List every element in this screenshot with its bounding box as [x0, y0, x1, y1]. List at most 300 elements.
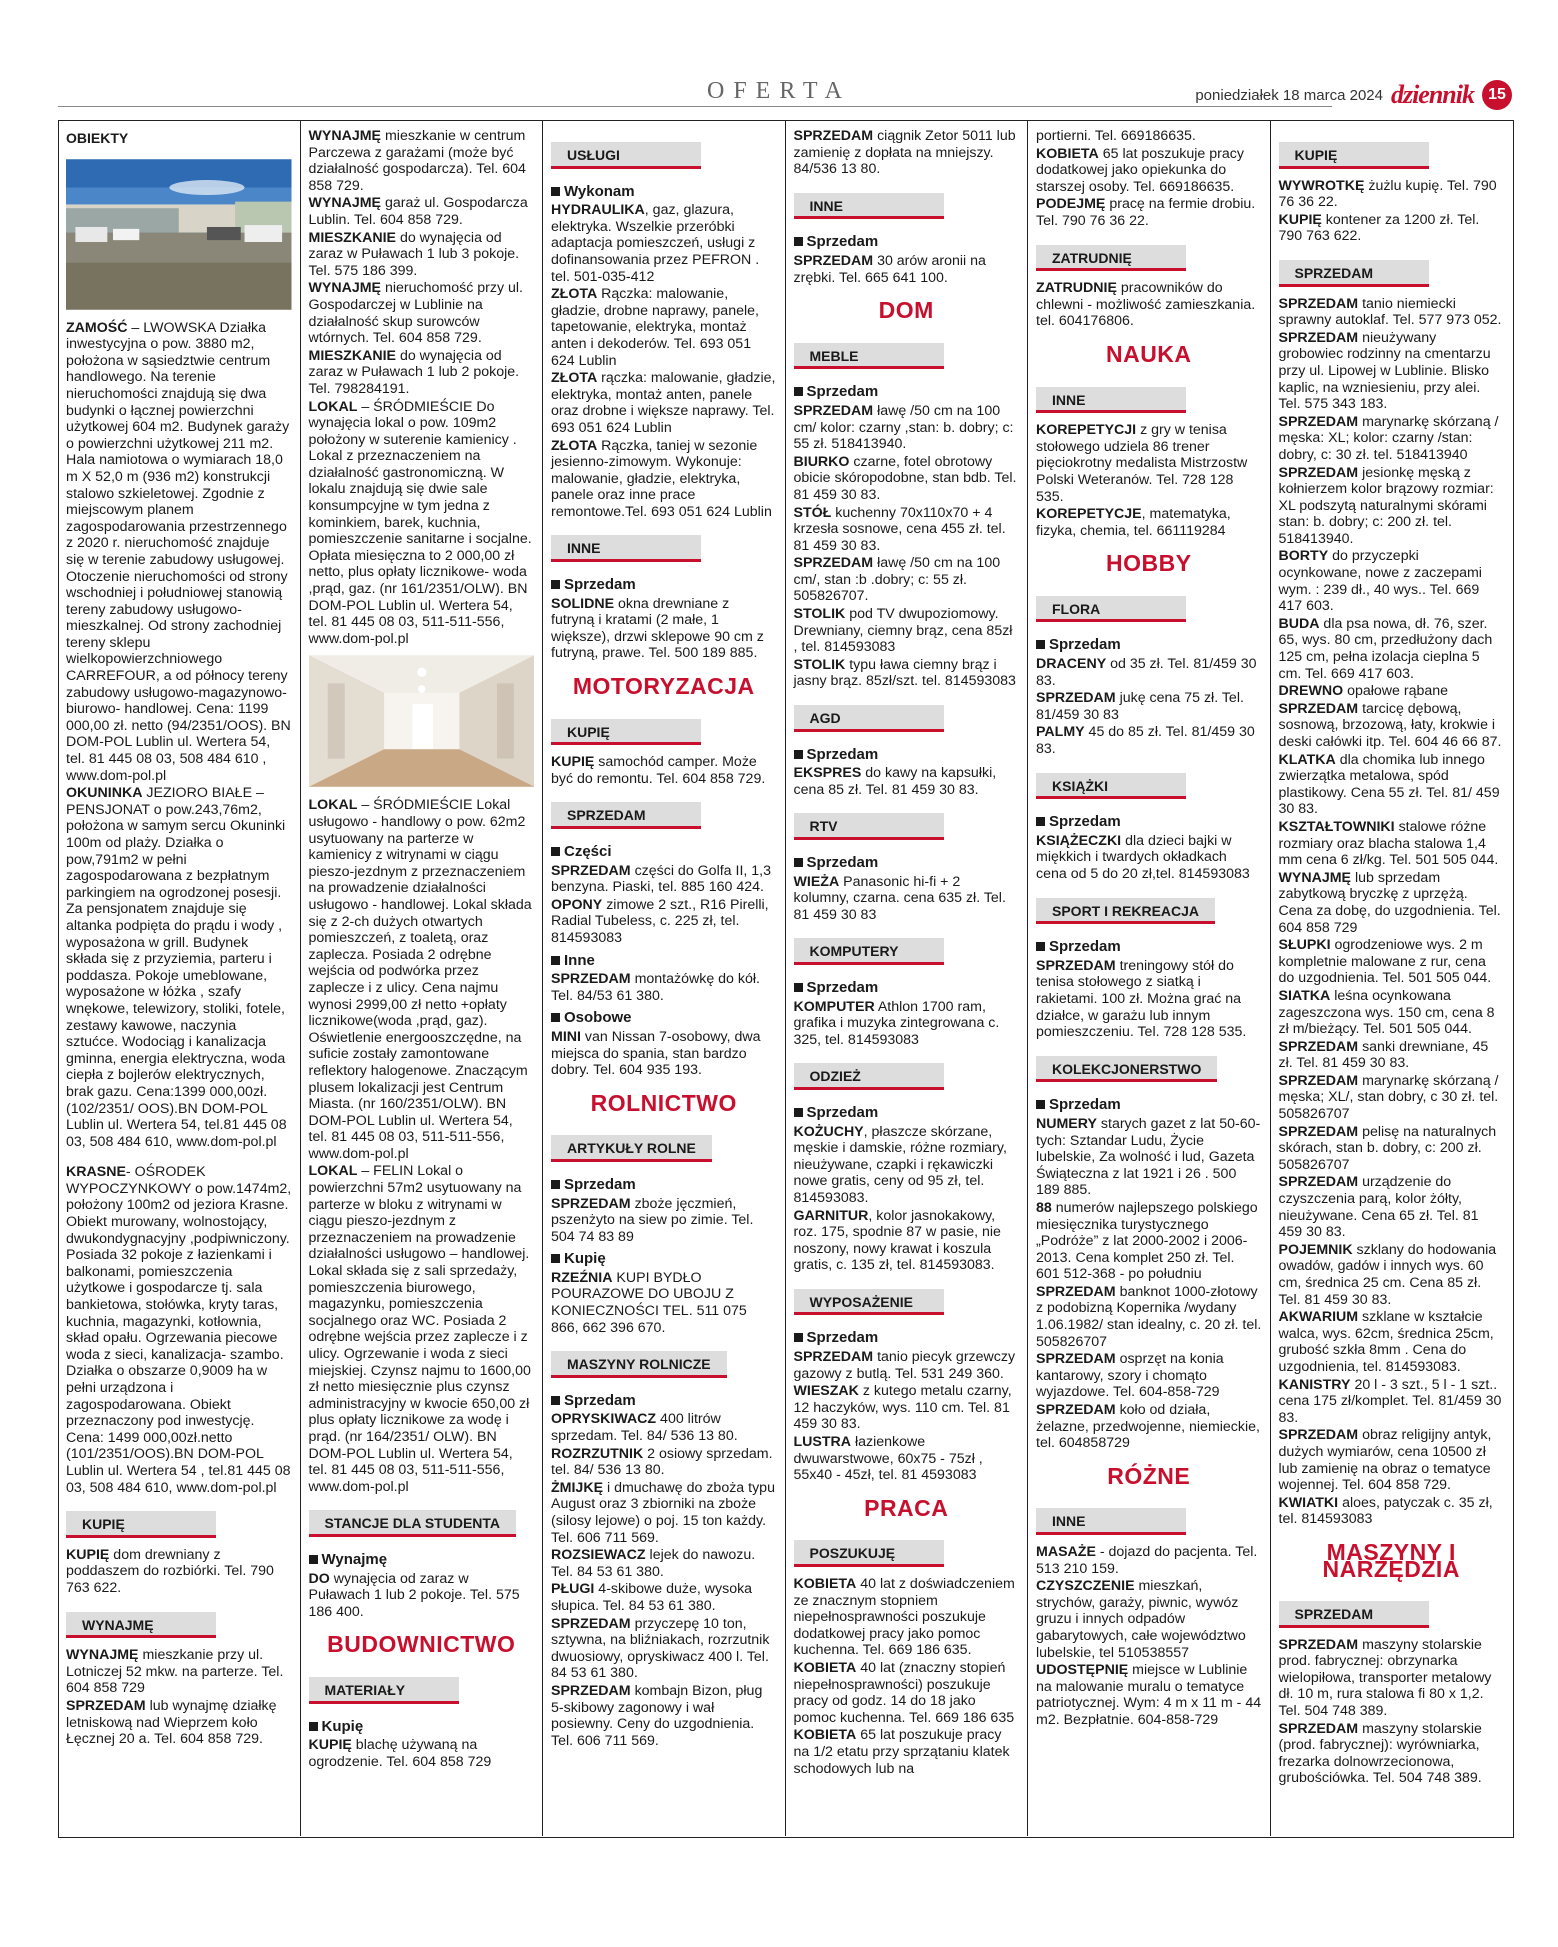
ad-keyword: KOŻUCHY [793, 1123, 864, 1140]
ad-text: do wynajęcia od zaraz w Puławach 1 lub 2 pokoje. Tel. 798284191. [308, 347, 520, 397]
classified-ad [1279, 1039, 1505, 1072]
classified-ad [1279, 937, 1505, 987]
classified-ad [1279, 1637, 1505, 1720]
ad-keyword: ZŁOTA [551, 286, 598, 303]
corridor-photo [309, 651, 535, 791]
ad-keyword: LOKAL [308, 797, 358, 814]
ad-text: lub sprzedam zabytkową bryczkę z uprzężą. Cena za dobę, do uzgodnienia. Tel. 604 858 729 [1278, 869, 1501, 936]
ad-text: 2 osiowy sprzedam. tel. 84/ 536 13 80. [551, 1445, 773, 1479]
ad-keyword: SPRZEDAM [551, 862, 631, 879]
classified-ad [66, 1647, 292, 1697]
square-bullet-icon [1036, 942, 1045, 951]
ad-text: jesionkę męską z kołnierzem kolor brązowy rozmiar: XL podszytą naturalnymi skórami stan: b. dobry; c: 200 zł. tel. 518413940. [1278, 464, 1494, 547]
ad-keyword: ROZRZUTNIK [551, 1445, 644, 1462]
square-bullet-icon [551, 580, 560, 589]
ad-keyword: KWIATKI [1278, 1494, 1339, 1511]
ad-text: garaż ul. Gospodarcza Lublin. Tel. 604 858 729. [308, 195, 528, 228]
subsection-label: Sprzedam [1049, 938, 1121, 956]
classified-ad [309, 1737, 535, 1770]
subsection-heading [794, 1105, 1020, 1122]
ad-text: i dmuchawę do zboża typu August oraz 3 zbiorniki na zboże (silosy lejowe) o poj. 15 ton każdy. Tel. 606 711 569. [551, 1479, 775, 1546]
ad-keyword: SPRZEDAM [793, 555, 874, 572]
category-heading: PRACA [864, 1494, 949, 1521]
ad-keyword: SPRZEDAM [1278, 1636, 1359, 1653]
square-bullet-icon [794, 750, 803, 759]
ad-text: szklany do hodowania owadów, gadów i innych wys. 60 cm, średnica 25 cm. Cena 85 zł. Tel. 81 459 30 83. [1278, 1241, 1497, 1308]
subsection-label: Wynajmę [321, 1550, 388, 1568]
ad-keyword: PŁUGI [551, 1581, 595, 1598]
ad-text: do wynajęcia od zaraz w Puławach 1 lub 3 pokoje. Tel. 575 186 399. [308, 229, 520, 279]
category-heading: RÓŻNE [1107, 1462, 1191, 1489]
subsection-heading [794, 980, 1020, 997]
ad-text: 40 lat z doświadczeniem ze znacznym stopniem niepełnosprawności poszukuje dodatkowej pracy jako pomoc kuchenna. Tel. 669 186 635. [793, 1576, 1015, 1659]
ad-text: od 35 zł. Tel. 81/459 30 83. [1036, 656, 1257, 689]
subsection-heading [794, 747, 1020, 764]
classified-ad [794, 1727, 1020, 1777]
classified-ad [1279, 1427, 1505, 1493]
ad-text: 30 arów aronii na zrębki. Tel. 665 641 100. [793, 252, 986, 286]
ad-keyword: RZEŹNIA [551, 1269, 613, 1286]
column-5 [1027, 120, 1270, 1836]
classified-ad [551, 1683, 777, 1749]
classified-ad [794, 1660, 1020, 1726]
ad-text: 4-skibowe duże, wysoka słupica. Tel. 84 53 61 380. [551, 1581, 753, 1614]
ad-text: pracowników do chlewni - możliwość zamieszkania. tel. 604176806. [1036, 280, 1256, 330]
square-bullet-icon [794, 1108, 803, 1117]
ad-keyword: KUPIĘ [308, 1737, 352, 1754]
parking-photo [66, 157, 292, 312]
square-bullet-icon [551, 1180, 560, 1189]
classified-ad [1279, 296, 1505, 329]
ad-keyword: ZŁOTA [551, 370, 598, 387]
ad-text: szklane w kształcie walca, wys. 62cm, średnica 25cm, grubość szkła 8mm . Cena do uzgodnienia, tel. 814593083. [1278, 1309, 1494, 1375]
ad-keyword: WYNAJMĘ [308, 195, 382, 212]
section-tab: WYNAJMĘ [66, 1612, 216, 1639]
ad-text: 65 lat poszukuje pracy dodatkowej jako opiekunka do starszej osoby. Tel. 669186635. [1036, 145, 1244, 195]
ad-keyword: SPRZEDAM [793, 252, 874, 269]
ad-text: samochód camper. Może być do remontu. Tel. 604 858 729. [551, 754, 766, 787]
ad-keyword: WYNAJMĘ [308, 128, 382, 144]
classified-ad [1279, 465, 1505, 548]
classified-ad [1036, 1116, 1262, 1199]
classified-ad [1279, 414, 1505, 464]
ad-keyword: DREWNO [1278, 683, 1344, 700]
ad-keyword: STOLIK [793, 606, 846, 623]
classified-ad [1036, 1662, 1262, 1728]
classified-ad [1036, 833, 1262, 883]
section-tab: MATERIAŁY [309, 1677, 459, 1704]
ad-text: części do Golfa II, 1,3 benzyna. Piaski, tel. 885 160 424. [551, 862, 771, 896]
ad-keyword: LOKAL [308, 1163, 358, 1180]
classified-ad [794, 1208, 1020, 1274]
column-4 [785, 120, 1028, 1836]
ad-text: , kolor jasnokakowy, roz. 175, spodnie 87 w pasie, nie noszony, nowy krawat i koszula gratis, c. 135 zł, tel. 814593083. [793, 1207, 1001, 1274]
ad-text: aloes, patyczak c. 35 zł, tel. 814593083 [1278, 1494, 1493, 1528]
classified-ad [1279, 1174, 1505, 1240]
subsection-label: Wykonam [564, 182, 635, 200]
subsection-label: Sprzedam [1049, 813, 1121, 831]
category-heading: ROLNICTWO [590, 1089, 737, 1116]
square-bullet-icon [309, 1555, 318, 1564]
classified-ad [551, 1196, 777, 1246]
ad-text: do przyczepki ocynkowane, nowe z zaczepami wym. : 239 dł., 40 wys.. Tel. 669 417 603. [1278, 548, 1482, 615]
subsection-label: Sprzedam [806, 383, 879, 401]
subsection-heading [1036, 814, 1262, 831]
classified-ad [551, 863, 777, 896]
ad-text: dla psa nowa, dł. 76, szer. 65, wys. 80 cm, przedłużony dach 125 cm, pełna izolacja cieplna 5 cm. Tel. 669 417 603. [1278, 615, 1493, 682]
ad-text: jukę cena 75 zł. Tel. 81/459 30 83 [1036, 690, 1244, 723]
classified-ad [1279, 683, 1505, 700]
column-3 [542, 120, 785, 1836]
classified-ad [309, 230, 535, 280]
ad-keyword: DO [308, 1570, 330, 1587]
ad-text: ławę /50 cm na 100 cm/ kolor: czarny ,stan: b. dobry; c: 55 zł. 518413940. [793, 402, 1014, 453]
ad-text: kontener za 1200 zł. Tel. 790 763 622. [1278, 211, 1480, 245]
classified-ad [1036, 196, 1262, 229]
section-tab: STANCJE DLA STUDENTA [309, 1510, 517, 1537]
ad-text: pod TV dwupoziomowy. Drewniany, ciemny brąz, cena 85zł , tel. 814593083 [793, 606, 1013, 656]
ad-keyword: SPRZEDAM [1036, 957, 1116, 974]
subsection-label: Sprzedam [564, 1175, 636, 1193]
ad-text: maszyny stolarskie prod. fabrycznej: obrzynarka wielopiłowa, transporter metalowy dł. 10 m, rura stalowa fi 80 x 1,2. Tel. 504 748 389. [1278, 1636, 1492, 1720]
ad-keyword: BORTY [1278, 548, 1329, 565]
ad-text: typu ława ciemny brąz i jasny brąz. 85zł/szt. tel. 814593083 [793, 656, 1016, 690]
square-bullet-icon [551, 1396, 560, 1405]
classified-ad [551, 202, 777, 285]
section-tab: USŁUGI [551, 142, 701, 169]
classified-ad [1036, 422, 1262, 505]
classified-ad [794, 657, 1020, 690]
classified-ad [309, 797, 535, 1162]
subsection-heading [309, 1552, 535, 1569]
subsection-heading [794, 855, 1020, 872]
ad-text: rączka: malowanie, gładzie, elektryka, montaż anten, panele oraz drobne i większe naprawy. Tel. 693 051 624 Lublin [551, 370, 776, 436]
classified-ad [66, 1164, 292, 1496]
subsection-heading [551, 1177, 777, 1194]
ad-text: ogrodzeniowe wys. 2 m kompletnie malowane z rur, cena do uzgodnienia. Tel. 501 505 044. [1278, 937, 1492, 987]
ad-keyword: SPRZEDAM [1278, 295, 1359, 312]
ad-keyword: SPRZEDAM [1036, 690, 1116, 707]
classified-ad [551, 438, 777, 521]
ad-keyword: KOREPETYCJI [1036, 422, 1137, 439]
section-tab: SPORT I REKREACJA [1036, 898, 1215, 925]
ad-text: dla chomika lub innego zwierzątka metalowa, spód plastikowy. Cena 55 zł. Tel. 81/ 459 30 83. [1278, 751, 1500, 818]
ad-text: banknot 1000-złotowy z podobizną Kopernika /wydany 1.06.1982/ stan idealny, c. 20 zł. tel. 505826707 [1036, 1283, 1262, 1350]
ad-text: , płaszcze skórzane, męskie i damskie, różne rozmiary, nieużywane, czapki i rękawiczki nowe gratis, ceny od 95 zł, tel. 814593083. [793, 1123, 1007, 1206]
classified-ad [1279, 701, 1505, 751]
ad-keyword: KOBIETA [793, 1727, 857, 1744]
ad-text: montażówkę do kół. Tel. 84/53 61 380. [551, 971, 760, 1004]
subsection-heading [1036, 1097, 1262, 1114]
classified-ad [309, 1571, 535, 1621]
subsection-heading [551, 1010, 777, 1027]
classified-ad [1036, 1578, 1262, 1661]
square-bullet-icon [1036, 1100, 1045, 1109]
ad-keyword: SPRZEDAM [1278, 1072, 1359, 1089]
ad-text: - OŚRODEK WYPOCZYNKOWY o pow.1474m2, położony 100m2 od jeziora Krasne. Obiekt murowany, wolnostojący, dwukondygnacyjny ,podpiwniczony. Posiada 32 pokoje z łazienkami i balkonami, pomieszczenia użytkowe i gospodarcze tj. sala bankietowa, stołówka, kryty taras, kuchnia, magazynki, kotłownia, skład opału. Ogrzewania piecowe woda z sieci, kanalizacja- szambo. Działka o obszarze 0,9009 ha w pełni urządzona i zagospodarowana. Obiekt przeznaczony pod inwestycję. Cena: 1499 000,00zł.netto (101/2351/OOS).BN DOM-POL Lublin ul. Wertera 54 , tel.81 445 08 03, 508 484 610, www.dom-pol.pl [66, 1164, 292, 1496]
ad-text: lejek do nawozu. Tel. 84 53 61 380. [551, 1547, 756, 1580]
ad-text: 400 litrów sprzedam. Tel. 84/ 536 13 80. [551, 1411, 738, 1445]
column-6 [1270, 120, 1513, 1836]
ad-keyword: MIESZKANIE [308, 347, 396, 364]
classified-ad [1279, 819, 1505, 869]
ad-text: treningowy stół do tenisa stołowego z siatką i rakietami. 100 zł. Można grać na działce, w garażu lub innym pomieszczeniu. Tel. 728 128 535. [1036, 957, 1247, 1041]
section-tab: POSZUKUJĘ [794, 1540, 944, 1567]
subsection-heading [794, 1330, 1020, 1347]
classified-ad [551, 1446, 777, 1479]
ad-keyword: SPRZEDAM [551, 971, 631, 988]
ad-text: dom drewniany z poddaszem do rozbiórki. Tel. 790 763 622. [66, 1546, 274, 1596]
ad-keyword: ZAMOŚĆ [66, 319, 128, 336]
subsection-label: Sprzedam [806, 1103, 879, 1121]
ad-text: leśna ocynkowana zageszczona wys. 150 cm, cena 8 zł m/bieżący. Tel. 501 505 044. [1278, 987, 1495, 1038]
ad-text: koło od działa, żelazne, przedwojenne, niemieckie, tel. 604858729 [1036, 1402, 1260, 1452]
category-heading: NAUKA [1105, 340, 1192, 367]
category-heading: BUDOWNICTWO [327, 1631, 516, 1658]
ad-keyword: SPRZEDAM [1036, 1351, 1116, 1368]
square-bullet-icon [794, 1333, 803, 1342]
classified-ad [66, 785, 292, 1150]
classified-ad [551, 971, 777, 1004]
ad-text: do kawy na kapsułki, cena 85 zł. Tel. 81 459 30 83. [793, 765, 997, 798]
classified-ad [794, 505, 1020, 555]
section-tab: ZATRUDNIĘ [1036, 245, 1186, 272]
classified-ad [1036, 958, 1262, 1041]
ad-keyword: LUSTRA [793, 1434, 852, 1451]
category-heading: MOTORYZACJA [572, 673, 755, 700]
square-bullet-icon [551, 1013, 560, 1022]
ad-text: obraz religijny antyk, dużych wymiarów, cena 10500 zł lub zamienię na obraz o tematyce wojennej. Tel. 604 858 729. [1278, 1427, 1492, 1494]
ad-keyword: DRACENY [1036, 656, 1107, 673]
classified-ad [551, 1616, 777, 1682]
classified-ad [794, 1383, 1020, 1433]
classified-ad [309, 128, 535, 194]
ad-keyword: HYDRAULIKA [551, 202, 645, 219]
ad-text: mieszkanie w centrum Parczewa z garażami (może być działalność gospodarcza). Tel. 604 858 729. [308, 128, 526, 194]
ad-keyword: CZYSZCZENIE [1036, 1578, 1135, 1595]
ad-text: – ŚRÓDMIEŚCIE Do wynajęcia lokal o pow. 109m2 położony w suterenie kamienicy . Lokal z przeznaczeniem na działalność gastronomiczną. W lokalu znajdują się dwie sale konsumpcyjne w tym jedna z kominkiem, barek, kuchnia, pomieszczenie sanitarne i socjalne. Opłata miesięczna to 2 000,00 zł netto, plus opłaty licznikowe- woda ,prąd, gaz. (nr 161/2351/OLW). BN DOM-POL Lublin ul. Wertera 54, tel. 81 445 08 03, 511-511-556, www.dom-pol.pl [308, 398, 532, 647]
subsection-heading [794, 234, 1020, 251]
ad-keyword: OPONY [551, 896, 603, 913]
ad-text: urządzenie do czyszczenia parą, kolor żółty, nieużywane. Cena 65 zł. Tel. 81 459 30 83. [1278, 1174, 1479, 1241]
ad-text: okna drewniane z futryną i kratami (2 małe, 1 większe), drzwi sklepowe 90 cm z futryną, prawe. Tel. 500 189 885. [551, 595, 764, 662]
classified-ad [1279, 752, 1505, 818]
section-tab: SPRZEDAM [551, 802, 701, 829]
section-tab: KOLEKCJONERSTWO [1036, 1056, 1217, 1083]
section-tab: MASZYNY ROLNICZE [551, 1351, 727, 1378]
classified-ad [1036, 724, 1262, 757]
classified-ad [66, 320, 292, 785]
section-tab: ODZIEŻ [794, 1063, 944, 1090]
ad-keyword: WYNAJMĘ [66, 1647, 139, 1664]
classified-ad [1036, 128, 1262, 145]
classified-ad [1036, 1284, 1262, 1350]
ad-keyword: SPRZEDAM [1278, 1123, 1359, 1140]
section-tab: MEBLE [794, 343, 944, 370]
classified-ad [551, 897, 777, 947]
dziennik-logo: dziennik [1390, 80, 1474, 109]
classified-ad [1279, 548, 1505, 614]
classified-ad [309, 348, 535, 398]
classified-ad [1279, 1242, 1505, 1308]
ad-keyword: SPRZEDAM [1278, 1427, 1359, 1444]
header-right [1195, 80, 1512, 110]
ad-keyword: WIEŻA [793, 873, 840, 890]
classified-ad [1279, 1495, 1505, 1528]
ad-text: marynarkę skórzaną / męska; XL/, stan dobry, c 30 zł. tel. 505826707 [1278, 1072, 1499, 1123]
ad-keyword: KSZTAŁTOWNIKI [1278, 818, 1395, 835]
ad-keyword: KUPIĘ [66, 1546, 110, 1563]
ad-text: stalowe różne rozmiary oraz blacha stalowa 1,4 mm cena 6 zł/kg. Tel. 501 505 044. [1278, 818, 1499, 869]
ad-keyword: AKWARIUM [1278, 1309, 1359, 1326]
ad-text: nieruchomość przy ul. Gospodarczej w Lublinie na działalność skup surowców wtórnych. Tel. 604 858 729. [308, 280, 523, 347]
classified-ad [66, 1547, 292, 1597]
ad-text: Rączka, taniej w sezonie jesienno-zimowym. Wykonuje: malowanie, gładzie, elektryka, panele oraz inne prace remontowe.Tel. 693 051 624 Lublin [551, 437, 772, 520]
classified-ad [309, 399, 535, 648]
ad-keyword: KOBIETA [793, 1659, 857, 1676]
ad-text: opałowe rąbane [1343, 683, 1449, 700]
classified-ad [1036, 656, 1262, 689]
ad-keyword: SPRZEDAM [1278, 1174, 1359, 1191]
ad-keyword: KANISTRY [1278, 1376, 1351, 1393]
page-number-badge: 15 [1482, 80, 1512, 110]
classified-ad [1036, 1200, 1262, 1283]
classified-ad [66, 1698, 292, 1748]
section-tab: INNE [794, 193, 944, 220]
ad-keyword: ZATRUDNIĘ [1036, 280, 1117, 297]
ad-keyword: PALMY [1036, 724, 1085, 741]
classified-ad [309, 195, 535, 228]
subsection-label: Sprzedam [1049, 636, 1121, 654]
ad-keyword: SPRZEDAM [551, 1682, 631, 1699]
ad-text: numerów najlepszego polskiego miesięcznika turystycznego „Podróże” z lat 2000-2002 i 2006-2013. Cena komplet 250 zł. Tel. 601 512-368 - po południu [1036, 1199, 1258, 1283]
classified-ad [1036, 280, 1262, 330]
ad-keyword: STOLIK [793, 656, 846, 673]
ad-keyword: PODEJMĘ [1036, 196, 1106, 213]
classified-ad [1279, 1309, 1505, 1375]
ad-keyword: EKSPRES [793, 765, 862, 782]
square-bullet-icon [309, 1722, 318, 1731]
classified-ad [1036, 1544, 1262, 1577]
classified-ad [794, 128, 1020, 178]
ad-text: żużlu kupię. Tel. 790 76 36 22. [1278, 177, 1497, 211]
ad-keyword: ŻMIJKĘ [551, 1479, 604, 1496]
ad-text: przyczepę 10 ton, sztywna, na bliźniakach, rozrzutnik dwuosiowy, opryskiwacz 400 l. Tel. 84 53 61 380. [551, 1615, 770, 1682]
ad-text: , matematyka, fizyka, chemia, tel. 661119284 [1036, 506, 1231, 539]
header-rule [58, 106, 1332, 107]
ad-keyword: SPRZEDAM [551, 1195, 631, 1212]
section-tab: KOMPUTERY [794, 938, 944, 965]
ad-keyword: SPRZEDAM [793, 1349, 874, 1366]
ad-keyword: MASAŻE [1036, 1544, 1096, 1560]
column-2 [300, 120, 543, 1836]
ad-text: miejsce w Lublinie na malowanie muralu o tematyce patriotycznej. Wym: 4 m x 11 m - 44 m2. Bezpłatnie. 604-858-729 [1036, 1662, 1262, 1728]
page-header [58, 78, 1512, 114]
section-tab: SPRZEDAM [1279, 260, 1429, 287]
category-heading: MASZYNY I NARZĘDZIA [1322, 1538, 1460, 1582]
subsection-label: Inne [564, 951, 595, 969]
subsection-label: Sprzedam [806, 1329, 879, 1347]
ad-keyword: KUPIĘ [1278, 211, 1322, 228]
ad-keyword: BUDA [1278, 615, 1320, 632]
classified-ad [1279, 988, 1505, 1038]
square-bullet-icon [551, 847, 560, 856]
ad-keyword: SPRZEDAM [66, 1697, 146, 1714]
ad-text: kombajn Bizon, pług 5-skibowy zagonowy i wał posiewny. Ceny do uzgodnienia. Tel. 606 711 569. [551, 1682, 763, 1749]
ad-text: tanio piecyk grzewczy gazowy z butlą. Tel. 531 249 360. [793, 1349, 1016, 1382]
section-tab: KUPIĘ [551, 719, 701, 746]
ad-keyword: KOBIETA [1036, 145, 1099, 162]
ad-keyword: SPRZEDAM [1278, 413, 1359, 430]
classified-ad [794, 1434, 1020, 1484]
classified-ad [1036, 506, 1262, 539]
classifieds-columns [58, 120, 1512, 1836]
ad-text: pelisę na naturalnych skórach, stan b. dobry, c: 200 zł. 505826707 [1278, 1123, 1497, 1173]
subsection-label: Kupię [564, 1250, 606, 1268]
classified-ad [1279, 1721, 1505, 1787]
classified-ad [794, 1124, 1020, 1207]
ad-text: marynarkę skórzaną / męska: XL; kolor: czarny /stan: dobry, c: 30 zł. tel. 518413940 [1278, 413, 1499, 463]
ad-keyword: SPRZEDAM [1278, 1038, 1359, 1055]
ad-text: JEZIORO BIAŁE – PENSJONAT o pow.243,76m2, położona w samym sercu Okuninki 100m od plaży. Działka o pow,791m2 w pełni zagospodarowana z bezpłatnym parkingiem na ogrodzonej posesji. Za pensjonatem znajduje się altanka podpięta do prądu i wody , wyposażona w grill. Budynek składa się z przyziemia, parteru i poddasza. Pokoje umeblowane, wyposażone w łóżka , szafy wnękowe, telewizory, stoliki, fotele, zestawy kawowe, naczynia sztućce. Wodociąg i kanalizacja gminna, energia elektryczna, woda ciepła z bojlerów elektrycznych, brak gazu. Cena:1399 000,00zł.(102/2351/ OOS).BN DOM-POL Lublin ul. Wertera 54, tel.81 445 08 03, 508 484 610, www.dom-pol.pl [66, 785, 287, 1150]
ad-keyword: SŁUPKI [1278, 937, 1331, 954]
subsection-heading [1036, 939, 1262, 956]
subsection-heading [551, 1393, 777, 1410]
ad-text: ciągnik Zetor 5011 lub zamienię z dopłata na mniejszy. 84/536 13 80. [793, 128, 1016, 178]
ad-text: – FELIN Lokal o powierzchni 57m2 usytuowany na parterze w bloku z witrynami w ciągu pieszo-jezdnym z przeznaczeniem na prowadzenie działalności usługowo – handlowej. Lokal składa się z sali sprzedaży, pomieszczenia biurowego, magazynku, pomieszczenia socjalnego oraz WC. Posiada 2 odrębne wejścia przez zaplecze i z ulicy. Ogrzewanie i woda z sieci miejskiej. Czynsz najmu to 1600,00 zł netto miesięcznie plus czynsz administracyjny w kwocie 650,00 zł plus opłaty licznikowe za wodę i prąd. (nr 164/2351/ OLW). BN DOM-POL Lublin ul. Wertera 54, tel. 81 445 08 03, 511-511-556, www.dom-pol.pl [308, 1163, 531, 1495]
section-tab: KUPIĘ [66, 1511, 216, 1538]
classified-ad [551, 1029, 777, 1079]
ad-keyword: SPRZEDAM [1036, 1283, 1116, 1300]
classified-ad [551, 370, 777, 436]
classified-ad [794, 999, 1020, 1049]
ad-text: Panasonic hi-fi + 2 kolumny, czarna. cena 635 zł. Tel. 81 459 30 83 [793, 873, 1006, 923]
classified-ad [1279, 178, 1505, 211]
classified-ad [551, 1480, 777, 1546]
ad-text: 65 lat poszukuje pracy na 1/2 etatu przy sprzątaniu klatek schodowych lub na [793, 1727, 1010, 1777]
classified-ad [551, 286, 777, 369]
ad-keyword: KSIĄŻECZKI [1036, 832, 1122, 849]
ad-text: blachę używaną na ogrodzenie. Tel. 604 858 729 [308, 1737, 492, 1770]
ad-keyword: NUMERY [1036, 1115, 1097, 1132]
column-1 [58, 120, 300, 1836]
classified-ad [1036, 146, 1262, 196]
ad-text: , gaz, glazura, elektryka. Wszelkie przeróbki adaptacja pomieszczeń, usługi z dofinansowania przez PEFRON . tel. 501-035-412 [551, 202, 760, 285]
ad-text: portierni. Tel. 669186635. [1036, 128, 1196, 144]
ad-text: lub wynajmę działkę letniskową nad Wieprzem koło Łęcznej 20 a. Tel. 604 858 729. [66, 1697, 277, 1748]
ad-keyword: SPRZEDAM [793, 402, 874, 419]
ad-text: zboże jęczmień, pszenżyto na siew po zimie. Tel. 504 74 83 89 [551, 1195, 754, 1245]
classified-ad [1279, 1124, 1505, 1174]
section-tab: INNE [551, 535, 701, 562]
classified-ad [794, 555, 1020, 605]
classified-ad [794, 1576, 1020, 1659]
ad-keyword: 88 [1036, 1199, 1052, 1216]
ad-text: łazienkowe dwuwarstwowe, 60x75 - 75zł , 55x40 - 45zł, tel. 81 4593083 [793, 1434, 983, 1484]
subsection-label: Sprzedam [564, 1391, 636, 1409]
section-tab: SPRZEDAM [1279, 1601, 1429, 1628]
classified-ad [794, 1349, 1020, 1382]
ad-keyword: SIATKA [1278, 987, 1331, 1004]
subsection-label: Sprzedam [806, 745, 879, 763]
subsection-label: Kupię [321, 1717, 364, 1735]
subsection-label: Sprzedam [564, 576, 636, 594]
ad-keyword: SOLIDNE [551, 595, 615, 612]
subsection-heading [1036, 637, 1262, 654]
ad-text: osprzęt na konia kantarowy, szory i chomąto wyjazdowe. Tel. 604-858-729 [1036, 1351, 1224, 1401]
classified-ad [551, 754, 777, 787]
ad-keyword: WYWROTKĘ [1278, 177, 1365, 194]
